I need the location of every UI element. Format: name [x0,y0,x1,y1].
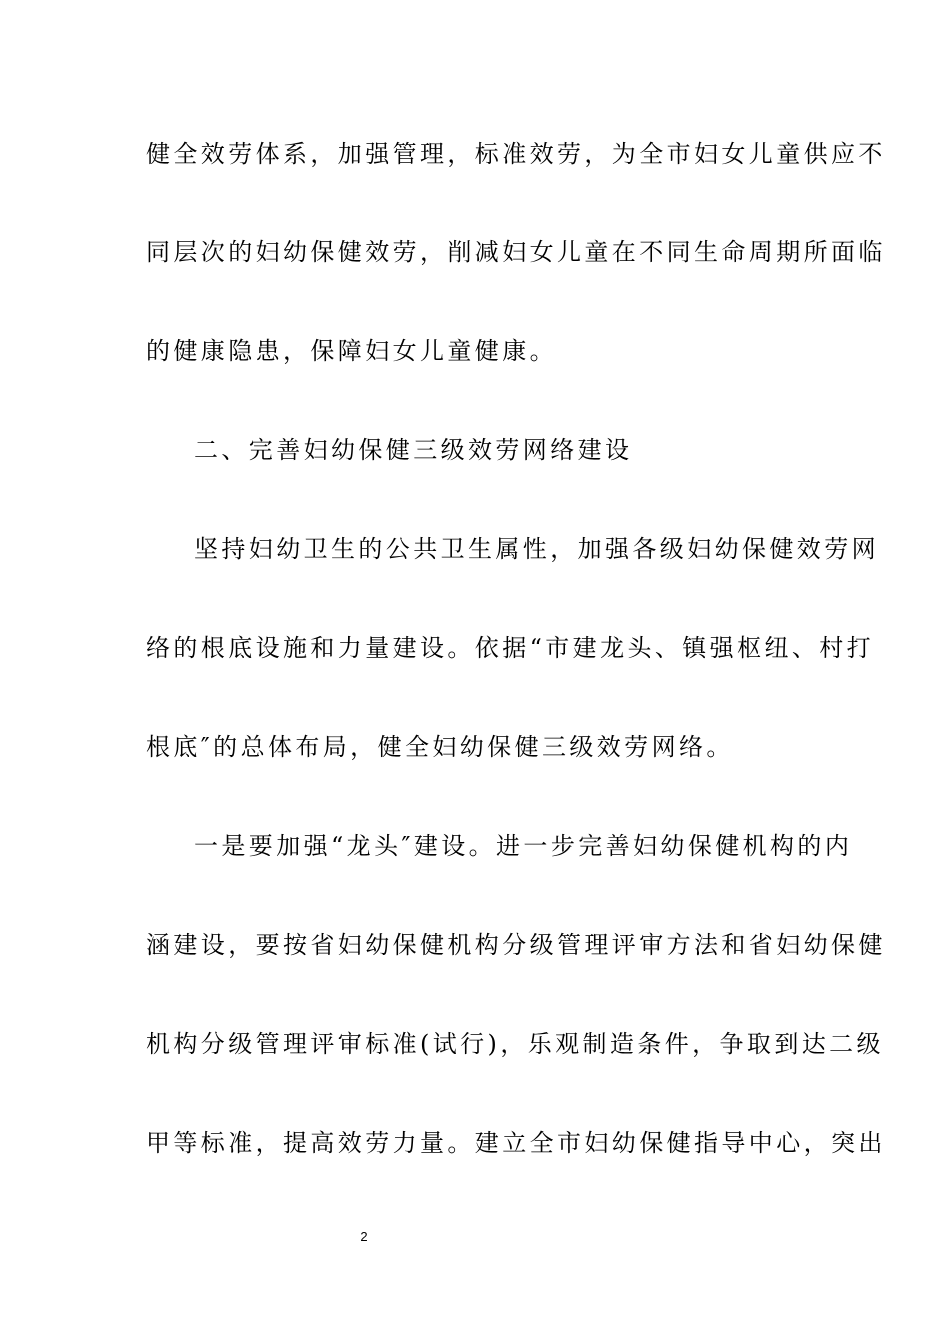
text-line: 坚持妇幼卫生的公共卫生属性，加强各级妇幼保健效劳网 [194,535,879,563]
text-line: 健全效劳体系，加强管理，标准效劳，为全市妇女儿童供应不 [146,140,886,168]
text-line: 根底″的总体布局，健全妇幼保健三级效劳网络。 [146,733,734,761]
text-line: 甲等标准，提高效劳力量。建立全市妇幼保健指导中心，突出 [146,1129,886,1157]
page-number: 2 [360,1229,368,1244]
text-line: 络的根底设施和力量建设。依据“市建龙头、镇强枢纽、村打 [146,634,875,662]
text-line: 一是要加强“龙头″建设。进一步完善妇幼保健机构的内 [194,832,853,860]
text-line: 同层次的妇幼保健效劳，削减妇女儿童在不同生命周期所面临 [146,238,886,266]
text-line: 机构分级管理评审标准(试行)，乐观制造条件，争取到达二级 [146,1030,884,1058]
text-line: 的健康隐患，保障妇女儿童健康。 [146,337,557,365]
text-line: 涵建设，要按省妇幼保健机构分级管理评审方法和省妇幼保健 [146,931,886,959]
section-heading: 二、完善妇幼保健三级效劳网络建设 [194,436,633,464]
